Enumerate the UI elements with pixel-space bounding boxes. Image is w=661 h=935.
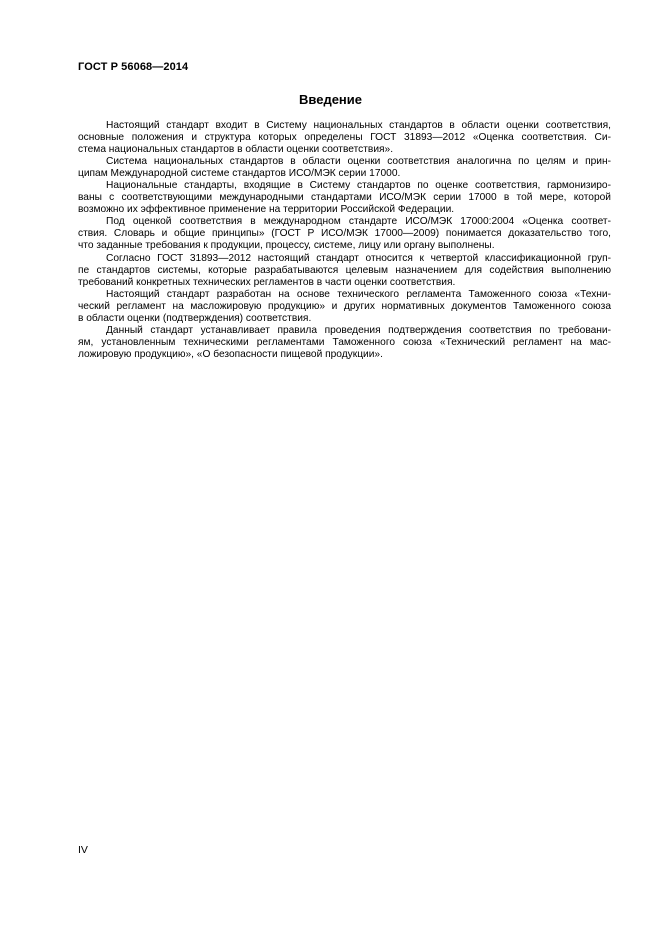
document-header bbox=[78, 61, 188, 73]
paragraph bbox=[78, 216, 611, 252]
paragraph-line: ческий регламент на масложировую продукцию» и других нормативных документов Таможенного союза bbox=[78, 300, 611, 312]
paragraph bbox=[78, 289, 611, 325]
paragraph bbox=[78, 180, 611, 216]
paragraph-line: требований конкретных технических регламентов в части оценки соответствия. bbox=[78, 276, 456, 288]
paragraph bbox=[78, 325, 611, 361]
paragraph-line: Настоящий стандарт разработан на основе технического регламента Таможенного союза «Техни- bbox=[106, 288, 611, 300]
paragraph-line: Система национальных стандартов в области оценки соответствия аналогична по целям и прин- bbox=[106, 156, 611, 168]
paragraph-line: основные положения и структура которых определены ГОСТ 31893—2012 «Оценка соответствия. Си- bbox=[78, 132, 611, 144]
section-title: Введение bbox=[299, 92, 362, 107]
paragraph-line: ложировую продукцию», «О безопасности пищевой продукции». bbox=[78, 348, 383, 360]
paragraph bbox=[78, 156, 611, 180]
paragraph-line: возможно их эффективное применение на территории Российской Федерации. bbox=[78, 204, 455, 216]
page-number: IV bbox=[78, 844, 88, 856]
paragraph-line: Настоящий стандарт входит в Систему национальных стандартов в области оценки соответствия, bbox=[106, 120, 611, 131]
paragraph-line: ям, установленным техническими регламентами Таможенного союза «Технический регламент на мас- bbox=[78, 336, 611, 348]
paragraph-line: что заданные требования к продукции, процессу, системе, лицу или органу выполнены. bbox=[78, 240, 495, 252]
paragraph-line: стема национальных стандартов в области оценки соответствия». bbox=[78, 144, 394, 156]
paragraph-line: пе стандартов системы, которые разрабатываются целевым назначением для содействия выполнению bbox=[78, 264, 611, 276]
paragraph-line: ваны с соответствующими международными стандартами ИСО/МЭК серии 17000 в той мере, которой bbox=[78, 192, 611, 204]
paragraph-line: Под оценкой соответствия в международном стандарте ИСО/МЭК 17000:2004 «Оценка соответ- bbox=[106, 216, 611, 228]
standard-code: ГОСТ Р 56068—2014 bbox=[78, 61, 189, 73]
paragraph bbox=[78, 253, 611, 289]
paragraph-line: Данный стандарт устанавливает правила проведения подтверждения соответствия по требовани- bbox=[106, 324, 611, 336]
document-body bbox=[78, 120, 611, 361]
paragraph-line: Согласно ГОСТ 31893—2012 настоящий стандарт относится к четвертой классификационной груп- bbox=[106, 252, 611, 264]
paragraph-line: в области оценки (подтверждения) соответствия. bbox=[78, 312, 312, 324]
paragraph bbox=[78, 120, 611, 156]
paragraph-line: ципам Международной системе стандартов ИСО/МЭК серии 17000. bbox=[78, 168, 401, 180]
paragraph-line: Национальные стандарты, входящие в Систему стандартов по оценке соответствия, гармонизиро- bbox=[106, 180, 611, 192]
paragraph-line: ствия. Словарь и общие принципы» (ГОСТ Р ИСО/МЭК 17000—2009) понимается доказательство того, bbox=[78, 228, 611, 240]
